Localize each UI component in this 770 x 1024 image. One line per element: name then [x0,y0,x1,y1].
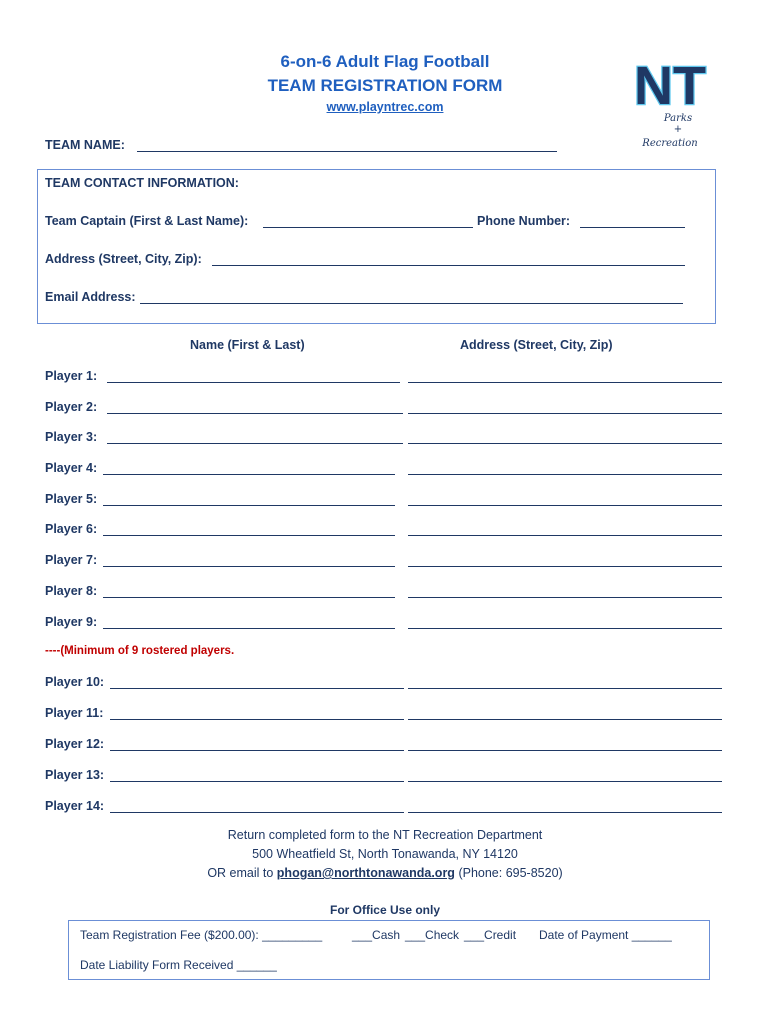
player-address-field[interactable] [408,566,722,567]
team-name-field[interactable] [137,151,557,152]
return-line-1: Return completed form to the NT Recreation Department [227,828,543,842]
player-address-field[interactable] [408,719,722,720]
player-name-field[interactable] [107,382,400,383]
payment-date-field[interactable]: Date of Payment ______ [539,928,672,942]
player-address-field[interactable] [408,688,722,689]
email-field[interactable] [140,303,683,304]
team-contact-box [37,169,716,324]
player-label: Player 10: [45,675,105,689]
captain-field[interactable] [263,227,473,228]
player-address-field[interactable] [408,597,722,598]
player-address-field[interactable] [408,413,722,414]
minimum-players-note: ----(Minimum of 9 rostered players. [45,645,235,657]
cash-option[interactable]: ___Cash [352,928,401,942]
name-column-header: Name (First & Last) [190,338,305,352]
return-email-link[interactable]: phogan@northtonawanda.org [276,866,455,880]
player-address-field[interactable] [408,474,722,475]
player-label: Player 11: [45,706,104,720]
player-name-field[interactable] [107,443,403,444]
player-label: Player 13: [45,768,105,782]
liability-date-field[interactable]: Date Liability Form Received ______ [80,958,277,972]
player-address-field[interactable] [408,382,722,383]
logo-recreation: Recreation [642,138,698,149]
email-label: Email Address: [45,290,136,304]
player-address-field[interactable] [408,628,722,629]
player-name-field[interactable] [103,535,395,536]
player-name-field[interactable] [110,781,404,782]
player-label: Player 8: [45,584,98,598]
player-label: Player 4: [45,461,98,475]
return-line-2: 500 Wheatfield St, North Tonawanda, NY 14120 [252,847,518,861]
phone-label: Phone Number: [477,214,571,228]
player-label: Player 1: [45,369,98,383]
player-address-field[interactable] [408,812,722,813]
logo-parks: Parks [663,113,693,124]
player-name-field[interactable] [107,413,403,414]
player-address-field[interactable] [408,750,722,751]
credit-option[interactable]: ___Credit [464,928,517,942]
player-name-field[interactable] [110,688,404,689]
return-phone: (Phone: 695-8520) [458,866,563,880]
player-address-field[interactable] [408,781,722,782]
contact-address-field[interactable] [212,265,685,266]
player-label: Player 6: [45,522,98,536]
return-line-3 [0,866,770,880]
player-label: Player 7: [45,553,98,567]
player-name-field[interactable] [110,719,404,720]
player-label: Player 2: [45,400,98,414]
captain-label: Team Captain (First & Last Name): [45,214,249,228]
logo-plus: + [673,124,683,135]
form-subtitle: TEAM REGISTRATION FORM [267,76,503,95]
player-label: Player 14: [45,799,105,813]
player-label: Player 5: [45,492,98,506]
player-address-field[interactable] [408,443,722,444]
player-name-field[interactable] [103,597,395,598]
player-label: Player 12: [45,737,105,751]
phone-field[interactable] [580,227,685,228]
return-email-prefix: OR email to [207,866,274,880]
check-option[interactable]: ___Check [405,928,460,942]
player-address-field[interactable] [408,505,722,506]
player-address-field[interactable] [408,535,722,536]
player-name-field[interactable] [103,628,395,629]
player-name-field[interactable] [110,812,404,813]
player-label: Player 3: [45,430,98,444]
office-use-heading: For Office Use only [329,903,441,917]
website-link[interactable]: www.playntrec.com [326,100,444,114]
contact-address-label: Address (Street, City, Zip): [45,252,202,266]
player-name-field[interactable] [103,474,395,475]
player-name-field[interactable] [103,505,395,506]
player-name-field[interactable] [110,750,404,751]
form-title: 6-on-6 Adult Flag Football [280,52,490,71]
team-name-label: TEAM NAME: [45,138,125,152]
logo-letters: NT [634,56,706,116]
address-column-header: Address (Street, City, Zip) [460,338,613,352]
player-label: Player 9: [45,615,98,629]
player-name-field[interactable] [103,566,395,567]
contact-heading: TEAM CONTACT INFORMATION: [45,176,239,190]
registration-fee-field[interactable]: Team Registration Fee ($200.00): _________ [80,928,323,942]
nt-parks-recreation-logo [620,52,720,152]
